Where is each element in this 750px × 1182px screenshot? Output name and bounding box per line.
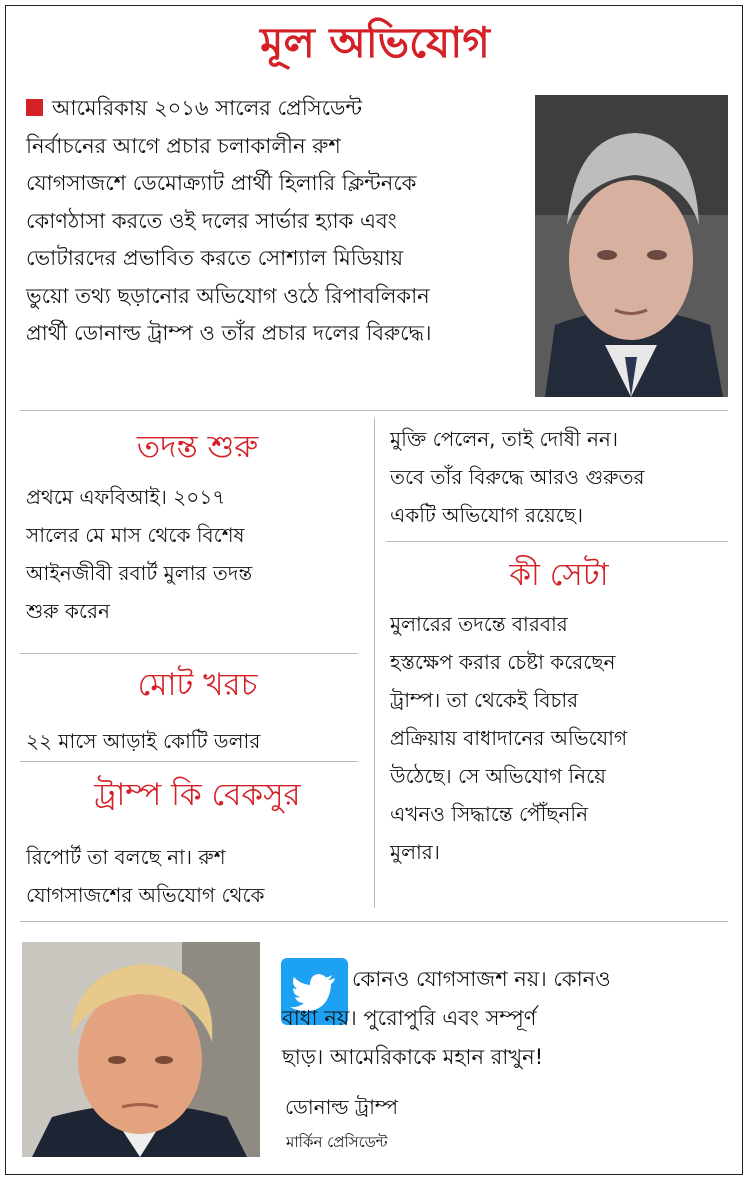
intro-line: প্রার্থী ডোনাল্ড ট্রাম্প ও তাঁর প্রচার দলের বিরুদ্ধে। [26, 321, 432, 345]
text-line: কোনও যোগসাজশ নয়। কোনও [352, 967, 611, 991]
divider [386, 541, 728, 542]
divider [20, 410, 728, 411]
text-line: তবে তাঁর বিরুদ্ধে আরও গুরুতর [390, 465, 645, 489]
text-line: রিপোর্ট তা বলছে না। রুশ [26, 845, 226, 869]
text-line: যোগসাজশের অভিযোগ থেকে [26, 883, 265, 907]
text-line: প্রথমে এফবিআই। ২০১৭ [26, 485, 226, 509]
intro-line: যোগসাজশে ডেমোক্র্যাট প্রার্থী হিলারি ক্লিন্টনকে [26, 171, 417, 195]
section-title-cost: মোট খরচ [137, 667, 258, 703]
investigation-text [26, 478, 252, 630]
tweet-author: ডোনাল্ড ট্রাম্প [285, 1095, 399, 1119]
intro-line: কোণঠাসা করতে ওই দলের সার্ভার হ্যাক এবং [26, 208, 397, 233]
section-title-what: কী সেটা [509, 557, 609, 593]
divider [20, 921, 728, 922]
text-line: ট্রাম্প। তা থেকেই বিচার [390, 688, 579, 712]
tweet-author-role: মার্কিন প্রেসিডেন্ট [286, 1133, 388, 1151]
text-line: উঠেছে। সে অভিযোগ নিয়ে [390, 764, 606, 788]
text-line: বাধা নয়। পুরোপুরি এবং সম্পূর্ণ [282, 1006, 537, 1030]
column-divider [374, 418, 375, 908]
divider [20, 761, 358, 762]
text-line: ২২ মাসে আড়াই কোটি ডলার [26, 729, 261, 753]
what-text [390, 605, 627, 871]
text-line: একটি অভিযোগ রয়েছে। [390, 503, 584, 527]
divider [20, 653, 358, 654]
text-line: ছাড়। আমেরিকাকে মহান রাখুন! [282, 1045, 544, 1069]
cost-text [26, 722, 260, 760]
section-title-innocent: ট্রাম্প কি বেকসুর [94, 777, 301, 813]
red-square-bullet-icon [26, 99, 43, 116]
intro-line: আমেরিকায় ২০১৬ সালের প্রেসিডেন্ট [26, 90, 531, 128]
text-line: সালের মে মাস থেকে বিশেষ [26, 523, 245, 547]
intro-line: নির্বাচনের আগে প্রচার চলাকালীন রুশ [26, 133, 341, 158]
section-title-investigation: তদন্ত শুরু [136, 429, 259, 465]
text-line: আইনজীবী রবার্ট মুলার তদন্ত [26, 561, 253, 585]
innocent-continued-text [390, 420, 644, 534]
text-line: মুলারের তদন্তে বারবার [390, 612, 568, 636]
main-title: মূল অভিযোগ [260, 18, 490, 67]
text-line: মুক্তি পেলেন, তাই দোষী নন। [390, 427, 619, 451]
intro-paragraph [26, 90, 531, 353]
text-line: এখনও সিদ্ধান্তে পৌঁছননি [390, 802, 589, 826]
text-line: শুরু করেন [26, 599, 110, 623]
intro-line: ভোটারদের প্রভাবিত করতে সোশ্যাল মিডিয়ায় [26, 246, 404, 270]
trump-photo [22, 942, 260, 1157]
tweet-text [282, 960, 611, 1077]
intro-line: ভুয়ো তথ্য ছড়ানোর অভিযোগ ওঠে রিপাবলিকান [26, 283, 430, 308]
text-line: মুলার। [390, 840, 440, 864]
text-line: প্রক্রিয়ায় বাধাদানের অভিযোগ [390, 726, 628, 750]
innocent-text [26, 838, 265, 914]
mueller-photo [535, 95, 728, 397]
text-line: হস্তক্ষেপ করার চেষ্টা করেছেন [390, 650, 616, 674]
